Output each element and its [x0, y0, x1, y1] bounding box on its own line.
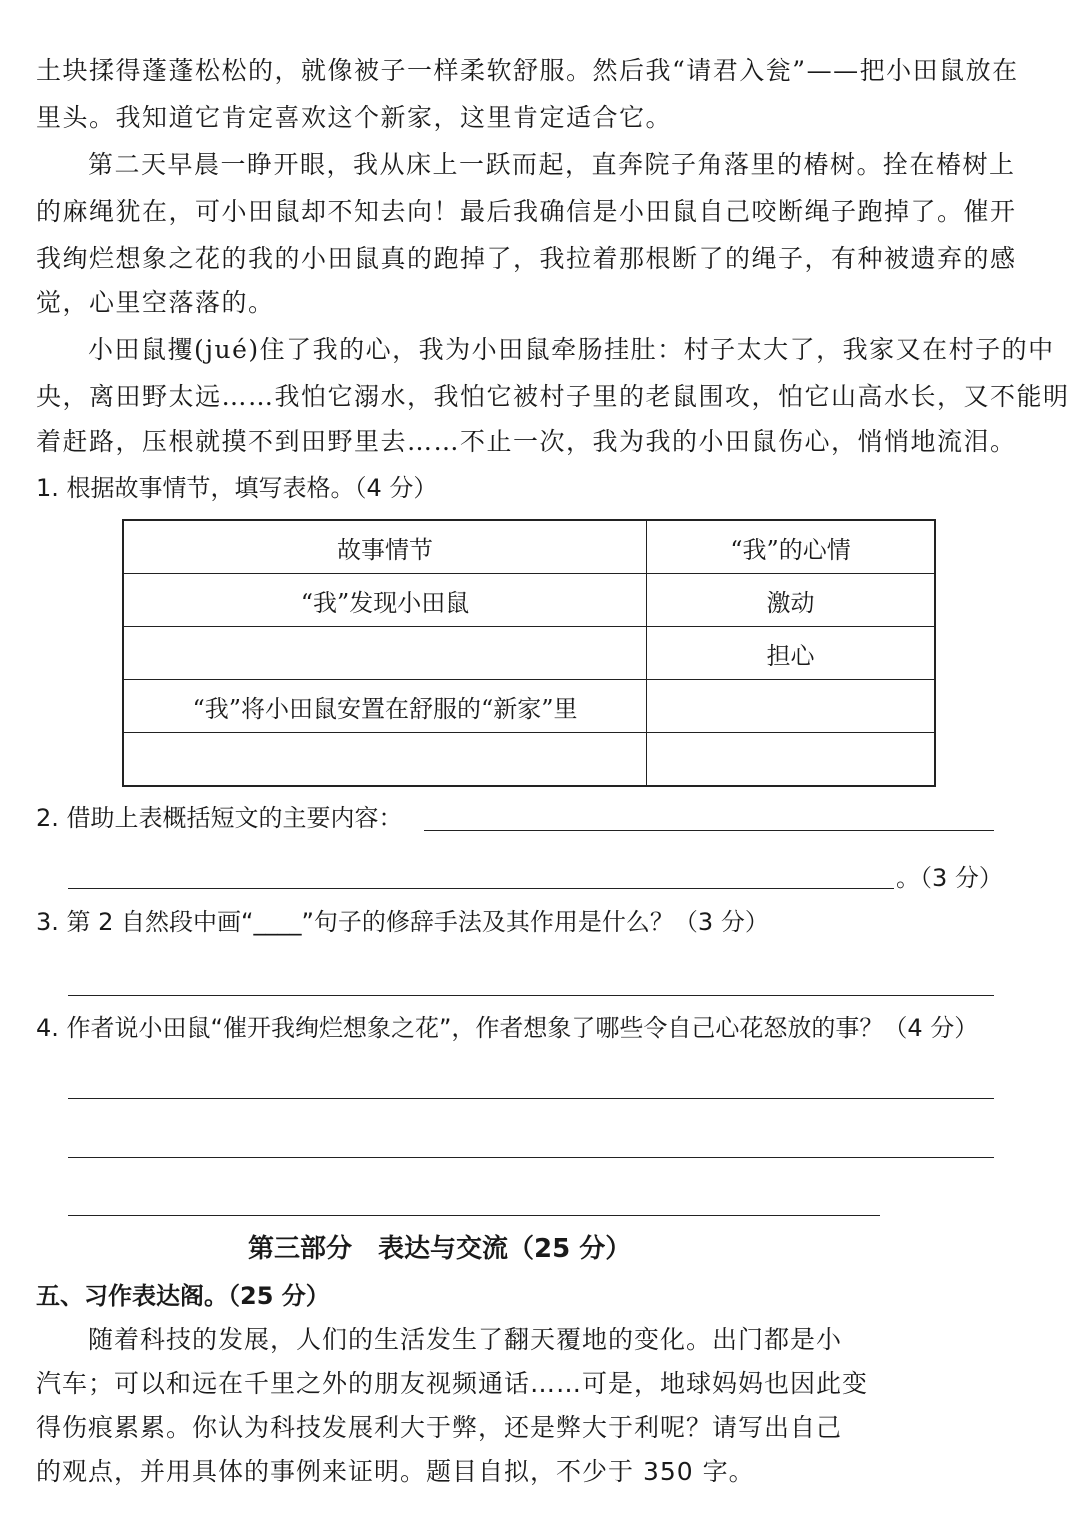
mood-cell-blank[interactable]	[647, 733, 936, 787]
mood-cell: 担心	[647, 627, 936, 680]
mood-cell-blank[interactable]	[647, 680, 936, 733]
passage-line: 的麻绳犹在，可小田鼠却不知去向！最后我确信是小田鼠自己咬断绳子跑掉了。催开	[36, 197, 1017, 226]
passage-line: 觉，心里空落落的。	[36, 288, 275, 317]
answer-line[interactable]	[424, 830, 994, 831]
answer-line[interactable]	[68, 888, 894, 889]
plot-mood-table	[122, 519, 936, 787]
header-plot: 故事情节	[123, 520, 647, 574]
passage-line: 小田鼠攫(jué)住了我的心，我为小田鼠牵肠挂肚：村子太大了，我家又在村子的中	[88, 335, 1055, 364]
table-header-row	[123, 520, 935, 574]
essay-prompt-line: 的观点，并用具体的事例来证明。题目自拟，不少于 350 字。	[36, 1457, 755, 1486]
table-row	[123, 574, 935, 627]
answer-line[interactable]	[68, 1215, 880, 1216]
table-row	[123, 733, 935, 787]
passage-line: 第二天早晨一睁开眼，我从床上一跃而起，直奔院子角落里的椿树。拴在椿树上	[88, 150, 1016, 179]
passage-line: 着赶路，压根就摸不到田野里去……不止一次，我为我的小田鼠伤心，悄悄地流泪。	[36, 427, 1017, 456]
passage-line: 央，离田野太远……我怕它溺水，我怕它被村子里的老鼠围攻，怕它山高水长，又不能明	[36, 382, 1070, 411]
question-2: 2. 借助上表概括短文的主要内容：	[36, 804, 403, 832]
answer-line[interactable]	[68, 995, 994, 996]
writing-task-heading: 五、习作表达阁。（25 分）	[36, 1282, 330, 1310]
mood-cell: 激动	[647, 574, 936, 627]
question-2-score: 。（3 分）	[896, 864, 1003, 892]
table-row	[123, 627, 935, 680]
passage-line: 土块揉得蓬蓬松松的，就像被子一样柔软舒服。然后我“请君入瓮”——把小田鼠放在	[36, 56, 1019, 85]
answer-line[interactable]	[68, 1157, 994, 1158]
table-row	[123, 680, 935, 733]
header-mood: “我”的心情	[647, 520, 936, 574]
question-3: 3. 第 2 自然段中画“____”句子的修辞手法及其作用是什么？（3 分）	[36, 908, 769, 936]
question-4: 4. 作者说小田鼠“催开我绚烂想象之花”，作者想象了哪些令自己心花怒放的事？（4 分）	[36, 1014, 979, 1042]
essay-prompt-line: 汽车；可以和远在千里之外的朋友视频通话……可是，地球妈妈也因此变	[36, 1369, 869, 1398]
answer-line[interactable]	[68, 1098, 994, 1099]
section-title: 第三部分 表达与交流（25 分）	[248, 1234, 632, 1264]
passage-line: 我绚烂想象之花的我的小田鼠真的跑掉了，我拉着那根断了的绳子，有种被遗弃的感	[36, 244, 1017, 273]
plot-cell: “我”发现小田鼠	[123, 574, 647, 627]
plot-cell: “我”将小田鼠安置在舒服的“新家”里	[123, 680, 647, 733]
essay-prompt-line: 随着科技的发展，人们的生活发生了翻天覆地的变化。出门都是小	[88, 1325, 843, 1354]
plot-cell-blank[interactable]	[123, 733, 647, 787]
passage-line: 里头。我知道它肯定喜欢这个新家，这里肯定适合它。	[36, 103, 673, 132]
plot-cell-blank[interactable]	[123, 627, 647, 680]
essay-prompt-line: 得伤痕累累。你认为科技发展利大于弊，还是弊大于利呢？请写出自己	[36, 1413, 843, 1442]
question-1: 1. 根据故事情节，填写表格。（4 分）	[36, 474, 438, 502]
